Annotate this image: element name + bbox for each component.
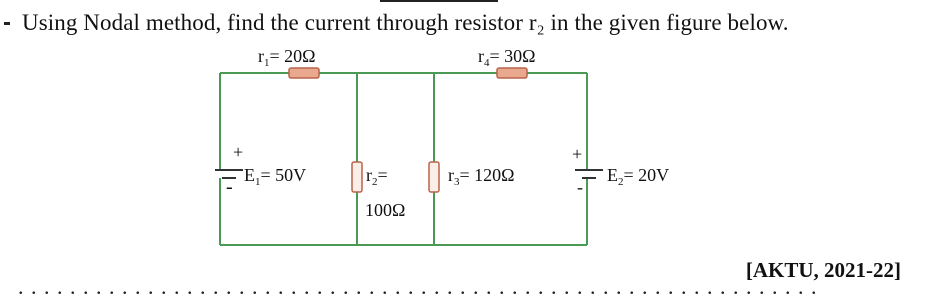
e2-plus: + [572,144,583,164]
cropped-next-line: . . . . . . . . . . . . . . . . . . . . . . . . . . . . . . . . . . . . . . . . . . . . . . . . . . . . . . . . . . . . . . [18,274,818,299]
e2-minus: - [577,177,583,197]
resistor-r3 [429,162,439,192]
r4-label: $r_4= 30\Omega$ [478,46,536,69]
r2-label: $r_2=$ [366,165,388,188]
resistor-r1 [289,68,319,78]
e1-plus: + [233,142,244,162]
resistor-r4 [497,68,527,78]
r2-value: 100Ω [365,200,406,220]
e1-label: $E_1= 50V$ [244,165,307,188]
r1-label: $r_1= 20\Omega$ [258,46,316,69]
resistor-r2 [352,162,362,192]
source-tag: [AKTU, 2021-22] [745,258,901,282]
question-text: Using Nodal method, find the current through resistor r₂ in the given figure below. [22,10,789,35]
e2-label: $E_2= 20V$ [607,165,670,188]
r3-label: $r_3= 120\Omega$ [448,165,515,188]
e1-minus: - [226,176,233,198]
